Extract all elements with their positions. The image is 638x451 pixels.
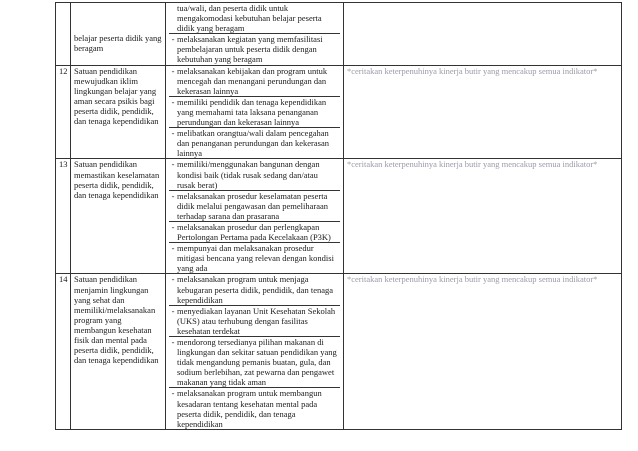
bullet-dash: - [171,274,175,285]
indicator-text: melaksanakan kegiatan yang memfasilitasi pembelajaran untuk peserta didik dengan kebutuhan yang beragam [177,34,323,65]
table-row [56,274,622,429]
description-placeholder[interactable]: *ceritakan keterpenuhinya kinerja butir yang mencakup semua indikator* [344,274,622,429]
bullet-dash: - [171,128,175,139]
indicator-cell [166,274,344,429]
indicator-text: melaksanakan program untuk membangun kesadaran tentang kesehatan mental pada peserta didik, pendidik, dan tenaga kependidikan [177,388,322,429]
standard-text: Satuan pendidikan mewujudkan iklim lingkungan belajar yang aman secara psikis bagi peserta didik, pendidik, dan tenaga kependidikan [71,65,166,159]
bullet-dash: - [171,337,175,347]
indicator-cell [166,3,344,66]
indicator-item [169,97,340,128]
indicator-table [55,2,622,430]
bullet-dash: - [171,65,175,76]
row-number: 14 [56,274,71,429]
indicator-item [169,306,340,337]
row-number: 13 [56,159,71,274]
indicator-item [169,388,340,428]
indicator-item [169,337,340,388]
indicator-item [169,274,340,305]
standard-text: Satuan pendidikan menjamin lingkungan yang sehat dan memiliki/melaksanakan program yang membangun kesehatan fisik dan mental pada peserta didik, pendidik, dan tenaga kependidikan [71,274,166,429]
indicator-text: memiliki/menggunakan bangunan dengan kondisi baik (tidak rusak sedang dan/atau rusak berat) [177,159,320,190]
row-number [56,3,71,66]
bullet-dash: - [171,159,175,170]
bullet-dash: - [171,34,175,45]
indicator-text: mempunyai dan melaksanakan prosedur mitigasi bencana yang relevan dengan kondisi yang ada [177,243,334,274]
indicator-text: melaksanakan program untuk menjaga kebugaran peserta didik, pendidik, dan tenaga kependidikan [177,274,334,305]
indicator-text: melaksanakan prosedur dan perlengkapan Pertolongan Pertama pada Kecelakaan (P3K) [177,221,331,243]
table-row [56,159,622,274]
indicator-text: memiliki pendidik dan tenaga kependidikan yang memahami tata laksana penanganan perundungan dan kekerasan lainnya [177,96,327,128]
indicator-item [169,34,340,64]
indicator-continuation: tua/wali, dan peserta didik untuk mengakomodasi kebutuhan belajar peserta didik yang beragam [169,3,340,34]
indicator-item [169,191,340,222]
indicator-text: mendorong tersedianya pilihan makanan di lingkungan dan sekitar satuan pendidikan yang tidak mengandung pemanis buatan, gula, dan sodium berlebihan, zat pewarna dan pengawet makanan yang tidak aman [177,337,337,388]
table-row [56,65,622,159]
table-row [56,3,622,66]
indicator-text: melaksanakan prosedur keselamatan peserta didik melalui pengawasan dan pemeliharaan terhadap sarana dan prasarana [177,190,329,221]
indicator-item [169,243,340,273]
bullet-dash: - [171,243,175,254]
description-cell [344,3,622,66]
bullet-dash: - [171,305,175,316]
indicator-cell [166,65,344,159]
description-placeholder[interactable]: *ceritakan keterpenuhinya kinerja butir yang mencakup semua indikator* [344,159,622,274]
indicator-item [169,66,340,97]
indicator-text: menyediakan layanan Unit Kesehatan Sekolah (UKS) atau terhubung dengan fasilitas kesehatan terdekat [177,305,336,336]
indicator-cell [166,159,344,274]
bullet-dash: - [171,96,175,107]
description-placeholder[interactable]: *ceritakan keterpenuhinya kinerja butir yang mencakup semua indikator* [344,65,622,159]
bullet-dash: - [171,190,175,201]
indicator-item [169,159,340,190]
indicator-item [169,128,340,158]
standard-text: Satuan pendidikan memastikan keselamatan peserta didik, pendidik, dan tenaga kependidikan [71,159,166,274]
indicator-item [169,222,340,243]
bullet-dash: - [171,388,175,399]
standard-text: belajar peserta didik yang beragam [74,33,162,54]
bullet-dash: - [171,221,175,232]
indicator-text: melibatkan orangtua/wali dalam pencegahan dan penanganan perundungan dan kekerasan lainnya [177,128,329,159]
row-number: 12 [56,65,71,159]
indicator-text: melaksanakan kebijakan dan program untuk mencegah dan menangani perundungan dan kekerasan lainnya [177,65,328,96]
